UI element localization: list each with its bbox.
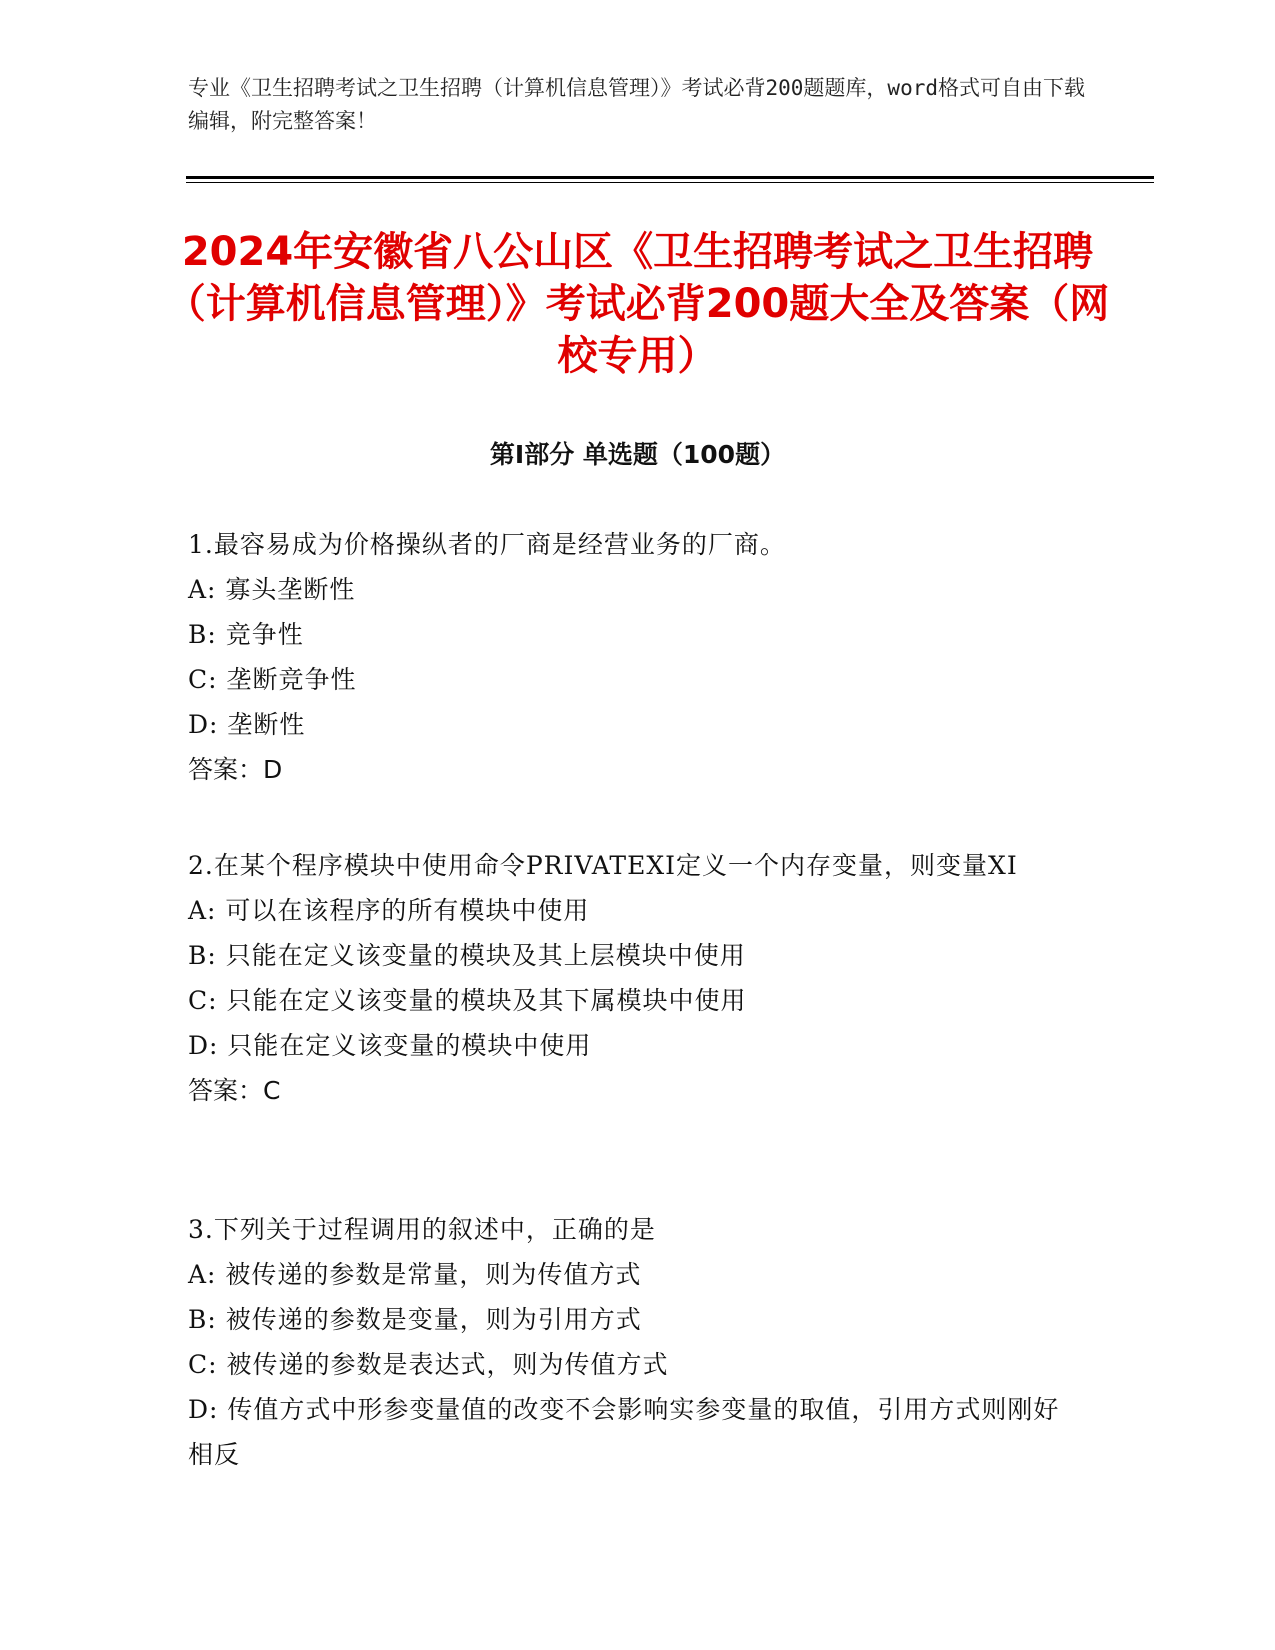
answer: 答案：D [188, 755, 283, 784]
question-2 [188, 843, 1078, 1113]
option-c: C: 只能在定义该变量的模块及其下属模块中使用 [188, 986, 747, 1015]
option-c: C: 被传递的参数是表达式，则为传值方式 [188, 1350, 669, 1379]
option-d: D: 传值方式中形参变量值的改变不会影响实参变量的取值，引用方式则刚好相反 [188, 1395, 1060, 1469]
option-b: B: 竞争性 [188, 620, 304, 649]
document-title: 2024年安徽省八公山区《卫生招聘考试之卫生招聘（计算机信息管理）》考试必背200题大全及答案（网校专用） [165, 229, 1110, 379]
option-c: C: 垄断竞争性 [188, 665, 357, 694]
question-stem: 2.在某个程序模块中使用命令PRIVATEXI定义一个内存变量，则变量XI [188, 851, 1018, 880]
question-stem: 3.下列关于过程调用的叙述中，正确的是 [188, 1215, 656, 1244]
question-1 [188, 522, 1078, 792]
option-d: D: 只能在定义该变量的模块中使用 [188, 1031, 592, 1060]
option-a: A: 寡头垄断性 [188, 575, 356, 604]
option-a: A: 可以在该程序的所有模块中使用 [188, 896, 590, 925]
section-title: 第Ⅰ部分 单选题（100题） [489, 440, 786, 469]
option-b: B: 被传递的参数是变量，则为引用方式 [188, 1305, 642, 1334]
option-b: B: 只能在定义该变量的模块及其上层模块中使用 [188, 941, 746, 970]
option-a: A: 被传递的参数是常量，则为传值方式 [188, 1260, 642, 1289]
header-divider-thick [186, 176, 1154, 179]
question-3 [188, 1207, 1078, 1477]
question-stem: 1.最容易成为价格操纵者的厂商是经营业务的厂商。 [188, 530, 786, 559]
option-d: D: 垄断性 [188, 710, 306, 739]
header-divider-thin [186, 182, 1154, 183]
header-note: 专业《卫生招聘考试之卫生招聘（计算机信息管理）》考试必背200题题库，word格式可自由下载编辑，附完整答案！ [188, 76, 1085, 133]
answer: 答案：C [188, 1076, 281, 1105]
